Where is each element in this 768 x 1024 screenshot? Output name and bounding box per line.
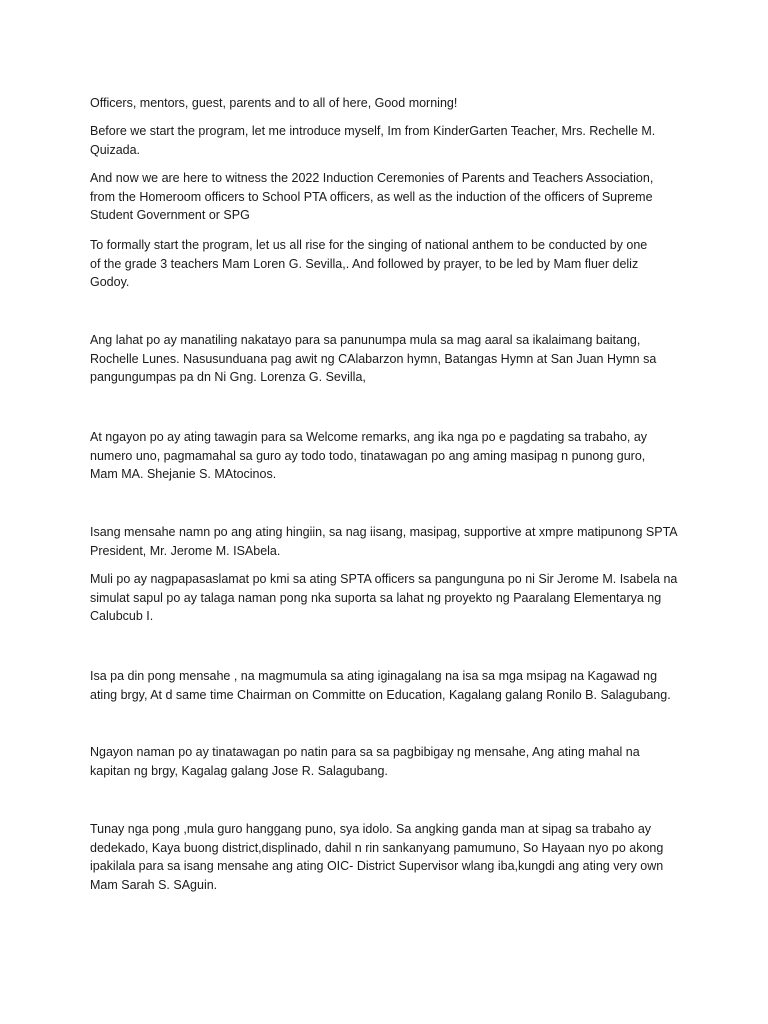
text-line: Isang mensahe namn po ang ating hingiin, sa nag iisang, masipag, supportive at xmpre matipunong SPTA (90, 525, 678, 539)
text-line: At ngayon po ay ating tawagin para sa Welcome remarks, ang ika nga po e pagdating sa trabaho, ay (90, 430, 648, 444)
text-line: Isa pa din pong mensahe , na magmumula sa ating iginagalang na isa sa mga msipag na Kagawad ng (90, 669, 658, 683)
text-line: Ngayon naman po ay tinatawagan po natin para sa sa pagbibigay ng mensahe, Ang ating mahal na (90, 745, 640, 759)
text-line: pangungumpas pa dn Ni Gng. Lorenza G. Sevilla, (90, 370, 366, 385)
text-line: Officers, mentors, guest, parents and to all of here, Good morning! (90, 96, 458, 110)
paragraph-introduction (90, 122, 690, 159)
paragraph-greeting (90, 94, 690, 113)
text-line: Muli po ay nagpapasaslamat po kmi sa ating SPTA officers sa pangunguna po ni Sir Jerome M. Isabela na (90, 572, 678, 586)
text-line: Quizada. (90, 142, 141, 157)
paragraph-pledge (90, 331, 690, 387)
paragraph-kapitan-message (90, 743, 690, 780)
text-line: Mam MA. Shejanie S. MAtocinos. (90, 467, 277, 482)
text-line: ipakilala para sa isang mensahe ang ating OIC- District Supervisor wlang iba,kungdi ang ating very own (90, 859, 664, 874)
text-line: of the grade 3 teachers Mam Loren G. Sevilla,. And followed by prayer, to be led by Mam fluer deliz (90, 256, 639, 271)
text-line: Ang lahat po ay manatiling nakatayo para sa panunumpa mula sa mag aaral sa ikalaimang baitang, (90, 333, 641, 347)
paragraph-district-supervisor (90, 820, 690, 894)
text-line: And now we are here to witness the 2022 Induction Ceremonies of Parents and Teachers Association, (90, 171, 654, 185)
text-line: Rochelle Lunes. Nasusunduana pag awit ng CAlabarzon hymn, Batangas Hymn at San Juan Hymn sa (90, 351, 657, 366)
text-line: ating brgy, At d same time Chairman on Committe on Education, Kagalang galang Ronilo B. Salagubang. (90, 687, 671, 702)
text-line: To formally start the program, let us all rise for the singing of national anthem to be conducted by one (90, 238, 648, 252)
text-line: numero uno, pagmamahal sa guro ay todo todo, tinatawagan po ang aming masipag n punong guro, (90, 448, 646, 463)
text-line: simulat sapul po ay talaga naman pong nka suporta sa lahat ng proyekto ng Paaralang Elementarya ng (90, 590, 662, 605)
text-line: dedekado, Kaya buong district,displinado, dahil n rin sankanyang pamumuno, So Hayaan nyo po akong (90, 840, 664, 855)
text-line: Mam Sarah S. SAguin. (90, 877, 218, 892)
text-line: Godoy. (90, 275, 130, 290)
paragraph-induction-purpose (90, 169, 690, 225)
paragraph-spta-thanks (90, 570, 690, 626)
paragraph-kagawad-message (90, 667, 690, 704)
paragraph-national-anthem (90, 236, 690, 292)
text-line: Before we start the program, let me introduce myself, Im from KinderGarten Teacher, Mrs. Rechelle M. (90, 124, 656, 138)
text-line: kapitan ng brgy, Kagalag galang Jose R. Salagubang. (90, 763, 388, 778)
text-line: President, Mr. Jerome M. ISAbela. (90, 543, 281, 558)
paragraph-welcome-remarks (90, 428, 690, 484)
text-line: Student Government or SPG (90, 208, 250, 223)
text-line: Tunay nga pong ,mula guro hanggang puno, sya idolo. Sa angking ganda man at sipag sa trabaho ay (90, 822, 652, 836)
text-line: Calubcub I. (90, 609, 154, 624)
text-line: from the Homeroom officers to School PTA officers, as well as the induction of the officers of Supreme (90, 189, 653, 204)
paragraph-spta-president (90, 523, 690, 560)
